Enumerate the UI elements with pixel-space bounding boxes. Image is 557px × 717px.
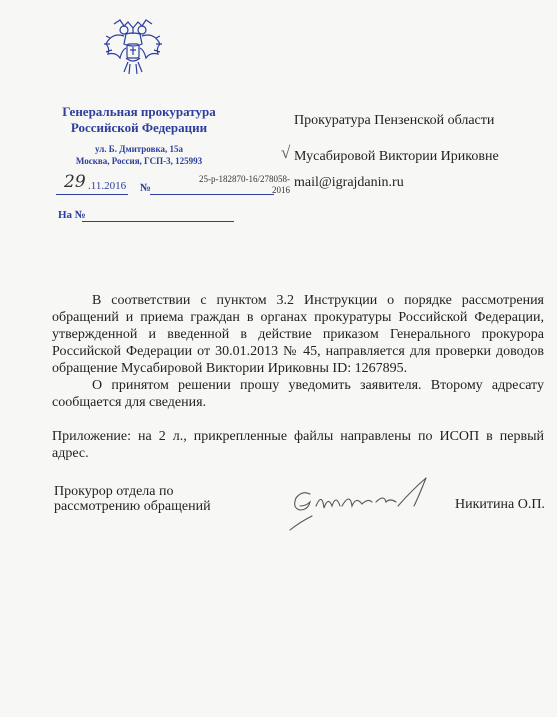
signatory-name: Никитина О.П. — [455, 497, 545, 512]
reference-label: На № — [58, 209, 86, 221]
registration-number — [180, 174, 290, 196]
organization-name — [54, 104, 224, 136]
signatory-title-line1: Прокурор отдела по — [54, 484, 174, 499]
recipient-organization: Прокуратура Пензенской области — [294, 113, 495, 128]
address-line1: ул. Б. Дмитровка, 15а — [94, 144, 183, 154]
recipient-name: Мусабировой Виктории Ириковне — [294, 149, 499, 164]
date-underline — [56, 194, 128, 195]
organization-name-line2: Российской Федерации — [70, 120, 208, 135]
organization-address — [54, 143, 224, 167]
letter-body — [52, 292, 544, 462]
check-mark-icon: √ — [281, 143, 291, 162]
date-number-row — [50, 174, 290, 198]
organization-name-line1: Генеральная прокуратура — [62, 104, 216, 119]
handwritten-signature — [280, 472, 450, 536]
signatory-title-line2: рассмотрению обращений — [54, 499, 211, 514]
body-paragraph-1: В соответствии с пунктом 3.2 Инструкции о порядке рассмотрения обращений и приема граждан в органах прокуратуры Российской Федерации, утвержденной и введенной в действие приказом Генерального прокурора Российской Федерации от 30.01.2013 № 45, направляется для проверки доводов обращение Мусабировой Виктории Ириковны ID: 1267895. — [52, 293, 544, 376]
address-line2: Москва, Россия, ГСП-3, 125993 — [75, 156, 203, 166]
recipient-email: mail@igrajdanin.ru — [294, 175, 404, 190]
reference-row — [58, 209, 248, 223]
signatory-title — [54, 484, 244, 514]
date-month-year: .11.2016 — [88, 180, 127, 192]
registration-number-line1: 25-р-182870-16/278058- — [199, 174, 290, 184]
date-day-handwritten: 29 — [64, 172, 86, 192]
reference-underline — [82, 221, 234, 222]
number-label: № — [140, 182, 152, 194]
body-paragraph-2: О принятом решении прошу уведомить заявителя. Второму адресату сообщается для сведения. — [52, 378, 544, 410]
body-paragraph-attachment: Приложение: на 2 л., прикрепленные файлы направлены по ИСОП в первый адрес. — [52, 429, 544, 461]
registration-number-line2: 2016 — [272, 185, 290, 195]
coat-of-arms-icon — [100, 14, 166, 80]
